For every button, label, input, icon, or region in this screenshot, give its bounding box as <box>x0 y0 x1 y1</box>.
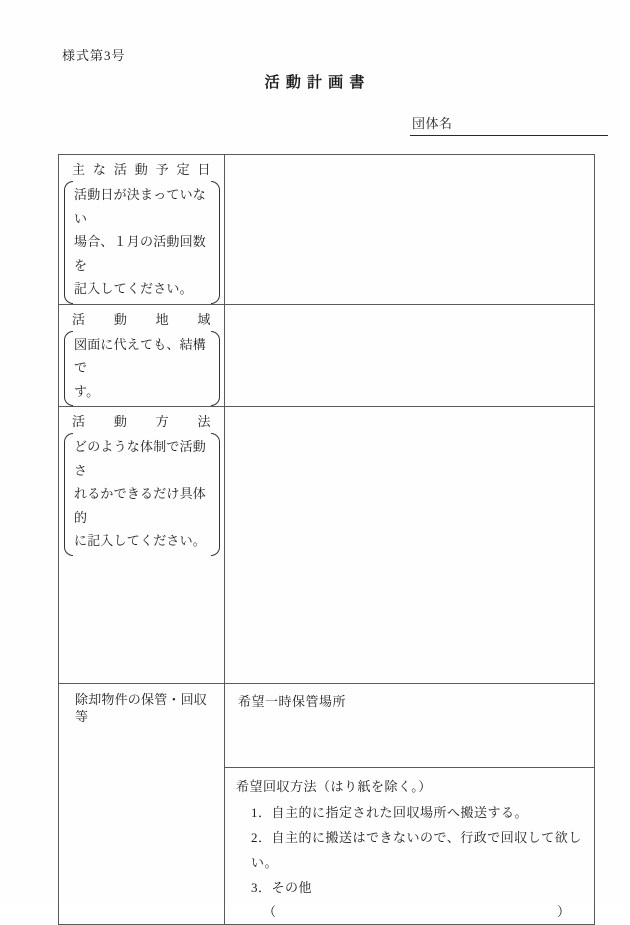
row-header-removal-storage: 除却物件の保管・回収等 <box>75 692 208 724</box>
note-activity-method: どのような体制で活動さ れるかできるだけ具体的 に記入してください。 <box>64 433 220 556</box>
label-cell-removal-storage <box>59 684 225 925</box>
collection-method-options: 1．自主的に指定された回収場所へ搬送する。 2．自主的に搬送はできないので、行政で回収して欲しい。 3．その他 <box>251 805 582 895</box>
entry-cell-collection-method <box>225 768 595 925</box>
note-activity-area: 図面に代えても、結構で す。 <box>64 331 220 407</box>
activity-plan-table <box>58 154 595 925</box>
label-cell-activity-method <box>59 407 225 684</box>
label-cell-activity-dates <box>59 155 225 305</box>
note-activity-dates: 活動日が決まっていない 場合、１月の活動回数を 記入してください。 <box>64 181 220 304</box>
entry-cell-activity-method[interactable] <box>225 407 595 684</box>
table-row <box>59 304 595 407</box>
table-row <box>59 407 595 684</box>
entry-cell-activity-dates[interactable] <box>225 155 595 305</box>
collection-method-title: 希望回収方法（はり紙を除く。） <box>236 779 432 794</box>
organization-name-field[interactable] <box>410 113 608 136</box>
table-row <box>59 155 595 305</box>
organization-name-label: 団体名 <box>412 116 453 131</box>
storage-place-label: 希望一時保管場所 <box>238 694 347 709</box>
entry-cell-storage-place[interactable] <box>225 684 595 768</box>
label-cell-activity-area <box>59 304 225 407</box>
table-row <box>59 684 595 768</box>
form-number: 様式第3号 <box>62 48 126 63</box>
page-title: 活 動 計 画 書 <box>264 74 366 91</box>
close-paren: ） <box>556 904 570 919</box>
row-header-activity-method: 活動方法 <box>72 414 211 429</box>
open-paren: （ <box>263 904 277 919</box>
entry-cell-activity-area[interactable] <box>225 304 595 407</box>
row-header-activity-dates: 主な活動予定日 <box>72 162 211 177</box>
row-header-activity-area: 活動地域 <box>72 311 211 327</box>
other-fill-in-blank[interactable] <box>225 900 594 924</box>
